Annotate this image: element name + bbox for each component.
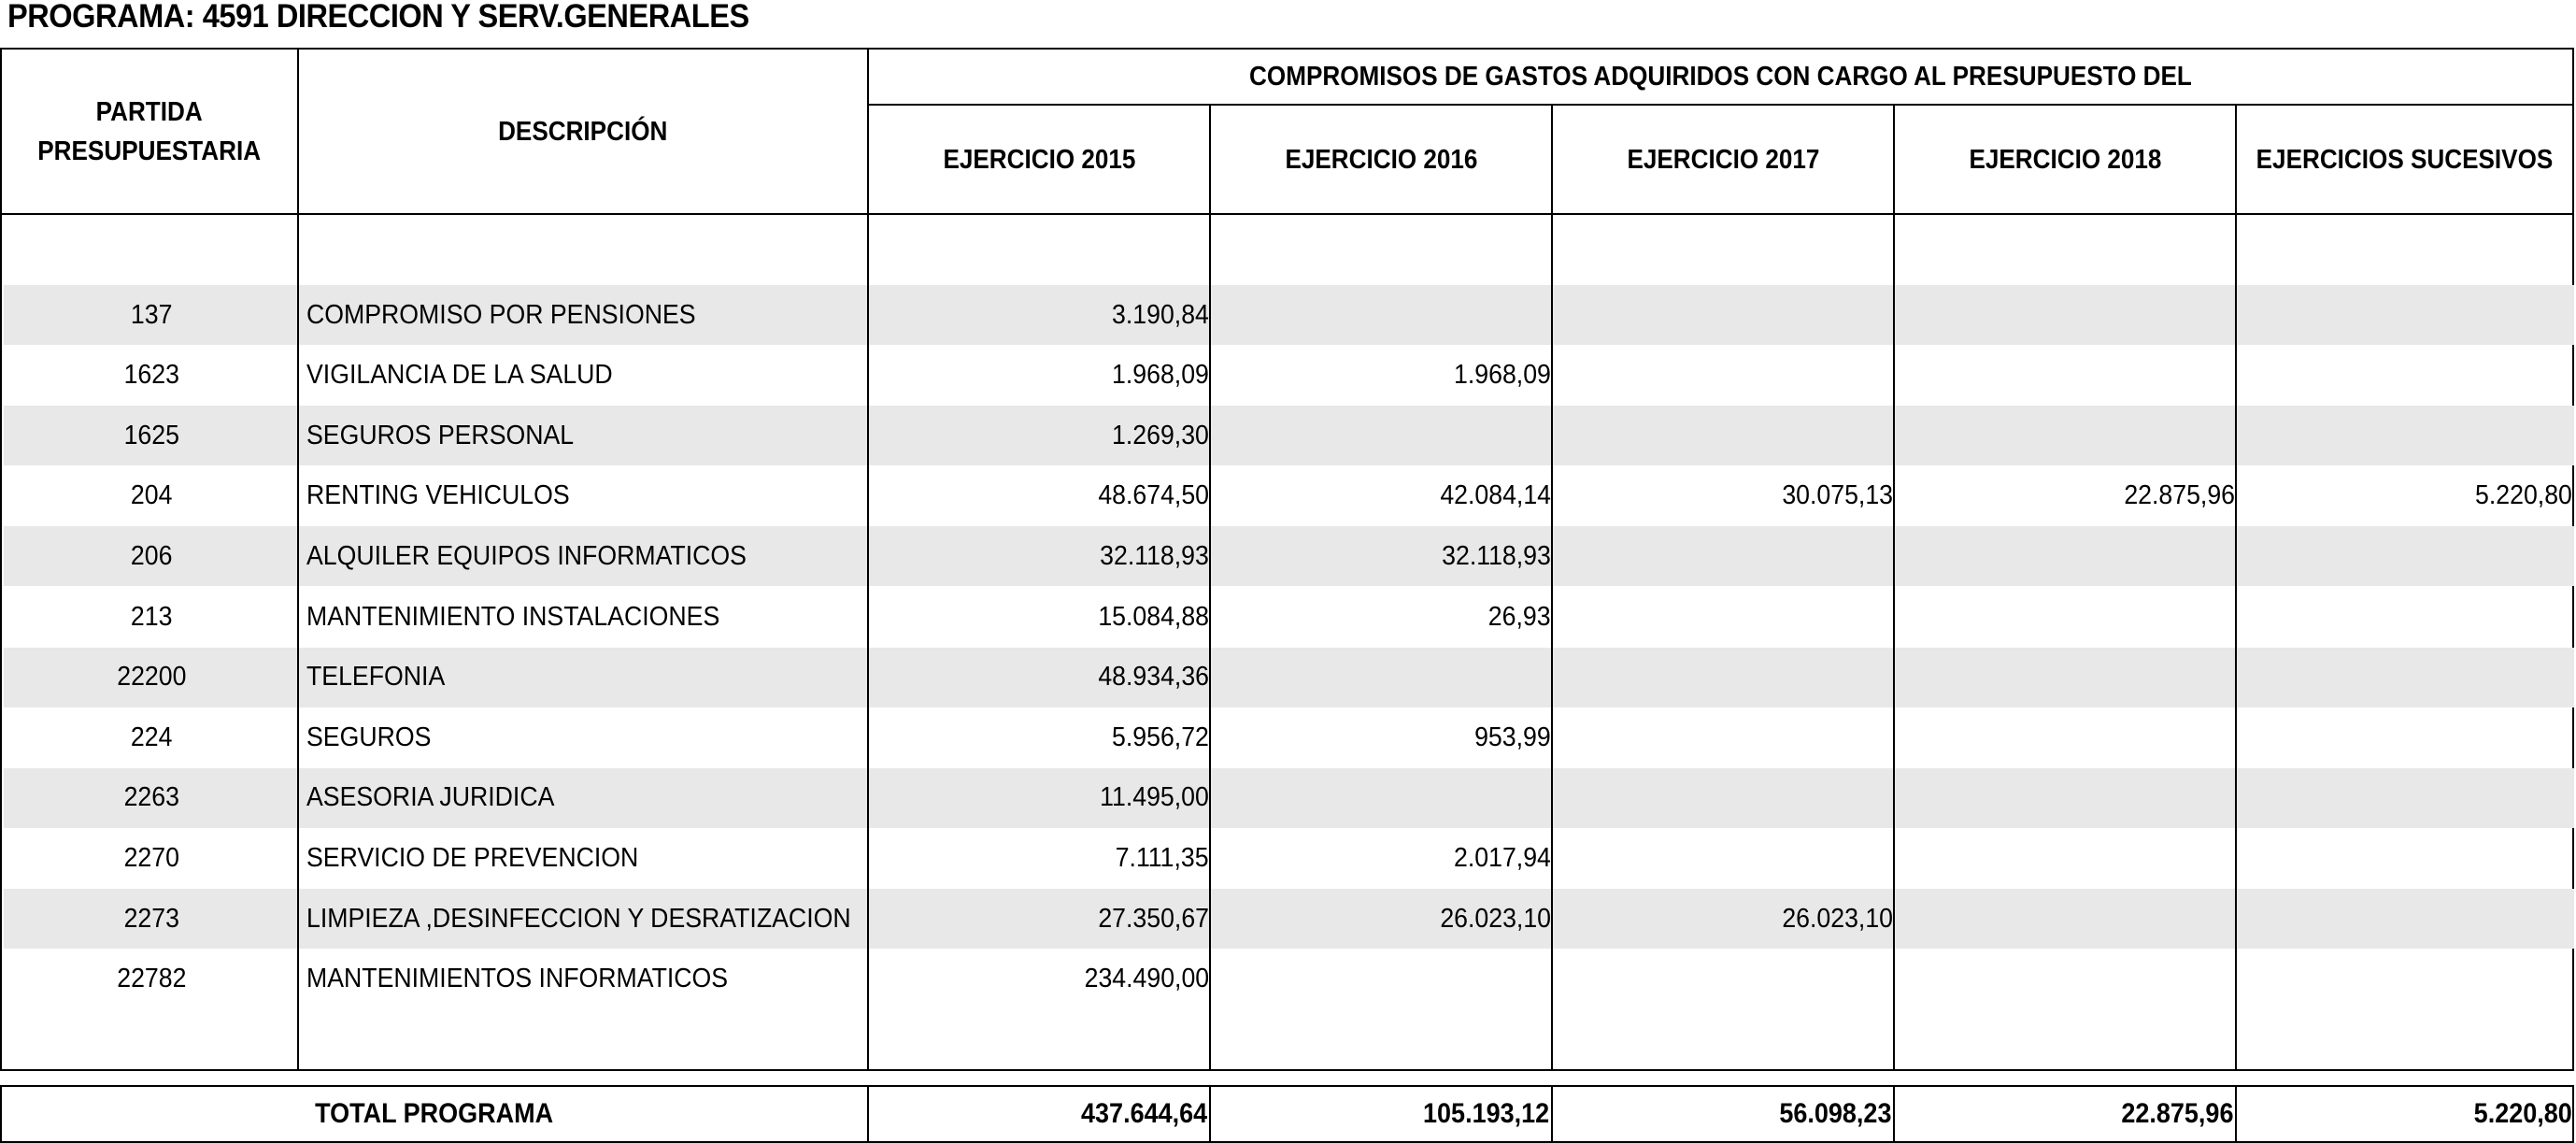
descripcion: SEGUROS: [306, 722, 432, 752]
partida-code: 206: [130, 540, 173, 571]
descripcion: ALQUILER EQUIPOS INFORMATICOS: [306, 540, 747, 571]
header-year-2015: EJERCICIO 2015: [942, 144, 1135, 175]
amount-cell: 1.968,09: [1112, 360, 1209, 391]
table-row: [4, 828, 2574, 888]
amount-cell: 1.968,09: [1454, 360, 1551, 391]
amount-cell: 26,93: [1488, 601, 1551, 632]
amount-cell: [2239, 526, 2572, 586]
amount-cell: [1897, 648, 2235, 707]
partida-code: 1623: [123, 360, 179, 391]
amount-cell: [1897, 707, 2235, 767]
total-2018: 22.875,96: [2120, 1098, 2233, 1129]
total-sucesivos: 5.220,80: [2473, 1098, 2572, 1129]
amount-cell: 2.017,94: [1454, 842, 1551, 873]
amount-cell: [1897, 406, 2235, 465]
amount-cell: [1897, 889, 2235, 949]
amount-cell: [2239, 950, 2572, 1009]
amount-cell: [1555, 707, 1893, 767]
amount-cell: 30.075,13: [1782, 480, 1893, 511]
table-row: [4, 950, 2574, 1009]
amount-cell: 48.674,50: [1098, 480, 1209, 511]
amount-cell: [1213, 950, 1551, 1009]
header-compromisos: COMPROMISOS DE GASTOS ADQUIRIDOS CON CARGO AL PRESUPUESTO DEL: [1249, 62, 2192, 92]
header-year-2018: EJERCICIO 2018: [1968, 144, 2161, 175]
amount-cell: [1897, 346, 2235, 406]
amount-cell: [1555, 648, 1893, 707]
amount-cell: [1555, 950, 1893, 1009]
amount-cell: 26.023,10: [1440, 903, 1551, 934]
table-row: [4, 526, 2574, 586]
amount-cell: [2239, 707, 2572, 767]
amount-cell: [2239, 406, 2572, 465]
header-descripcion: DESCRIPCIÓN: [498, 116, 668, 147]
amount-cell: 42.084,14: [1440, 480, 1551, 511]
descripcion: RENTING VEHICULOS: [306, 480, 570, 511]
total-label: TOTAL PROGRAMA: [315, 1098, 554, 1129]
amount-cell: [1555, 768, 1893, 828]
amount-cell: [2239, 346, 2572, 406]
partida-code: 204: [130, 480, 173, 511]
partida-code: 2273: [123, 903, 179, 934]
descripcion: VIGILANCIA DE LA SALUD: [306, 360, 613, 391]
amount-cell: 5.956,72: [1112, 722, 1209, 752]
table-row: [4, 587, 2574, 647]
table-row: [4, 346, 2574, 406]
amount-cell: [2239, 828, 2572, 888]
total-2016: 105.193,12: [1422, 1098, 1549, 1129]
amount-cell: 48.934,36: [1098, 662, 1209, 693]
total-2017: 56.098,23: [1778, 1098, 1891, 1129]
table-row: [4, 466, 2574, 526]
amount-cell: [2239, 587, 2572, 647]
descripcion: SEGUROS PERSONAL: [306, 420, 575, 450]
header-year-2016: EJERCICIO 2016: [1284, 144, 1477, 175]
amount-cell: 1.269,30: [1112, 420, 1209, 450]
total-row: [0, 1085, 2574, 1143]
total-2015: 437.644,64: [1080, 1098, 1207, 1129]
header-year-2017: EJERCICIO 2017: [1626, 144, 1819, 175]
descripcion: TELEFONIA: [306, 662, 446, 693]
table-body: [0, 213, 2574, 1071]
amount-cell: [2239, 889, 2572, 949]
amount-cell: 234.490,00: [1084, 964, 1209, 994]
amount-cell: 3.190,84: [1112, 299, 1209, 330]
amount-cell: 32.118,93: [1100, 540, 1209, 571]
table-row: [4, 406, 2574, 465]
partida-code: 224: [130, 722, 173, 752]
amount-cell: [1555, 828, 1893, 888]
amount-cell: [1213, 648, 1551, 707]
partida-code: 1625: [123, 420, 179, 450]
amount-cell: [1213, 406, 1551, 465]
amount-cell: [1897, 950, 2235, 1009]
partida-code: 213: [130, 601, 173, 632]
descripcion: MANTENIMIENTO INSTALACIONES: [306, 601, 720, 632]
amount-cell: 953,99: [1474, 722, 1551, 752]
partida-code: 22200: [116, 662, 187, 693]
amount-cell: [1897, 285, 2235, 345]
table-header: [0, 48, 2574, 215]
table-row: [4, 707, 2574, 767]
table-row: [4, 889, 2574, 949]
amount-cell: [2239, 648, 2572, 707]
amount-cell: [1555, 285, 1893, 345]
descripcion: COMPROMISO POR PENSIONES: [306, 299, 696, 330]
amount-cell: 22.875,96: [2124, 480, 2235, 511]
header-partida: PARTIDA PRESUPUESTARIA: [37, 96, 262, 166]
amount-cell: [1897, 526, 2235, 586]
descripcion: ASESORIA JURIDICA: [306, 782, 555, 813]
amount-cell: [1555, 406, 1893, 465]
table-row: [4, 768, 2574, 828]
table-row: [4, 285, 2574, 345]
amount-cell: [2239, 285, 2572, 345]
descripcion: SERVICIO DE PREVENCION: [306, 842, 639, 873]
amount-cell: 7.111,35: [1116, 842, 1209, 873]
amount-cell: [1213, 285, 1551, 345]
amount-cell: 27.350,67: [1098, 903, 1209, 934]
amount-cell: 5.220,80: [2475, 480, 2572, 511]
amount-cell: [1555, 526, 1893, 586]
partida-code: 2263: [123, 782, 179, 813]
amount-cell: 32.118,93: [1442, 540, 1551, 571]
amount-cell: [2239, 768, 2572, 828]
amount-cell: 15.084,88: [1098, 601, 1209, 632]
amount-cell: [1897, 587, 2235, 647]
amount-cell: [1213, 768, 1551, 828]
header-ejercicios-sucesivos: EJERCICIOS SUCESIVOS: [2256, 144, 2554, 175]
descripcion: LIMPIEZA ,DESINFECCION Y DESRATIZACION: [306, 903, 851, 934]
partida-code: 2270: [123, 842, 179, 873]
amount-cell: [1897, 768, 2235, 828]
amount-cell: 26.023,10: [1782, 903, 1893, 934]
amount-cell: [1897, 828, 2235, 888]
amount-cell: [1555, 346, 1893, 406]
descripcion: MANTENIMIENTOS INFORMATICOS: [306, 964, 729, 994]
amount-cell: [1555, 587, 1893, 647]
page-title: PROGRAMA: 4591 DIRECCION Y SERV.GENERALES: [7, 0, 749, 35]
table-row: [4, 648, 2574, 707]
partida-code: 137: [130, 299, 173, 330]
amount-cell: 11.495,00: [1100, 782, 1209, 813]
partida-code: 22782: [116, 964, 187, 994]
